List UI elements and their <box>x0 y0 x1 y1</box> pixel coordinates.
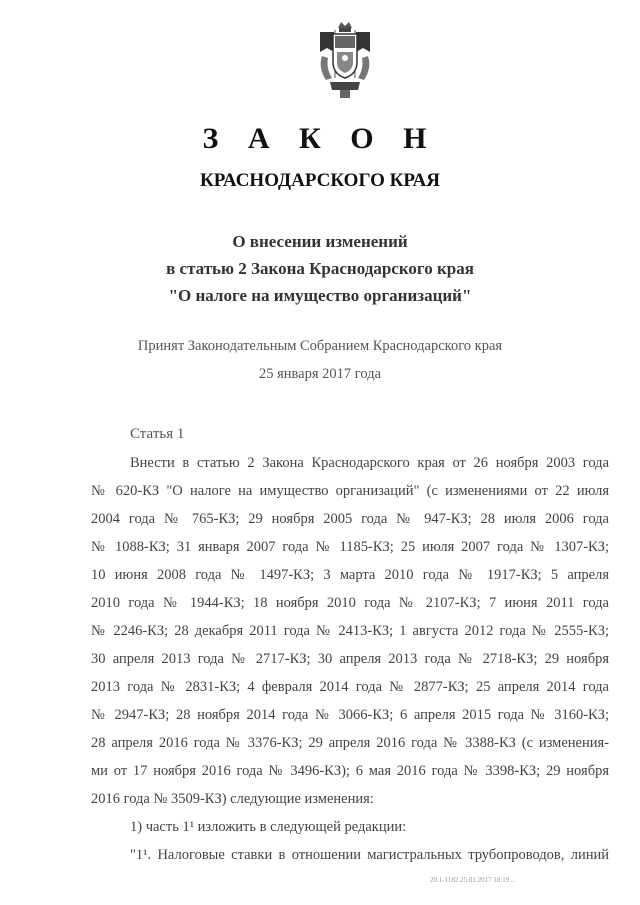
item-line: 1) часть 1¹ изложить в следующей редакции: <box>130 819 407 835</box>
adopted-line-1: Принят Законодательным Собранием Краснодарского края <box>137 338 503 354</box>
body-line: 10 июня 2008 года № 1497-КЗ; 3 марта 2010 года № 1917-КЗ; 5 апреля <box>91 567 609 583</box>
body-line: 30 апреля 2013 года № 2717-КЗ; 30 апреля 2013 года № 2718-КЗ; 29 ноября <box>91 651 609 667</box>
heading-line-2: в статью 2 Закона Краснодарского края <box>166 259 474 278</box>
body-line: 2016 года № 3509-КЗ) следующие изменения: <box>91 791 374 807</box>
body-line: № 620-КЗ "О налоге на имущество организаций" (с изменениями от 22 июля <box>91 483 609 499</box>
law-subtitle: КРАСНОДАРСКОГО КРАЯ <box>199 170 441 191</box>
law-title: З А К О Н <box>202 122 438 155</box>
body-line: Внести в статью 2 Закона Краснодарского края от 26 ноября 2003 года <box>130 455 609 471</box>
body-line: № 2246-КЗ; 28 декабря 2011 года № 2413-КЗ; 1 августа 2012 года № 2555-КЗ; <box>91 623 609 639</box>
body-line: № 2947-КЗ; 28 ноября 2014 года № 3066-КЗ; 6 апреля 2015 года № 3160-КЗ; <box>91 707 609 723</box>
adopted-line-2: 25 января 2017 года <box>258 366 382 382</box>
body-line: 2004 года № 765-КЗ; 29 ноября 2005 года № 947-КЗ; 28 июля 2006 года <box>91 511 609 527</box>
item-quote-line: "1¹. Налоговые ставки в отношении магистральных трубопроводов, линий <box>130 847 609 863</box>
article-label: Статья 1 <box>130 426 185 442</box>
heading-line-1: О внесении изменений <box>232 232 408 251</box>
body-line: 2010 года № 1944-КЗ; 18 ноября 2010 года № 2107-КЗ; 7 июня 2011 года <box>91 595 609 611</box>
body-line: 2013 года № 2831-КЗ; 4 февраля 2014 года № 2877-КЗ; 25 апреля 2014 года <box>91 679 609 695</box>
footer-code: 20.1-1182.25.01.2017 18:19 ... <box>430 876 517 884</box>
coat-of-arms-icon <box>314 18 376 104</box>
body-line: ми от 17 ноября 2016 года № 3496-КЗ); 6 мая 2016 года № 3398-КЗ; 29 ноября <box>91 763 609 779</box>
body-line: 28 апреля 2016 года № 3376-КЗ; 29 апреля 2016 года № 3388-КЗ (с изменения- <box>91 735 609 751</box>
heading-line-3: "О налоге на имущество организаций" <box>168 286 472 305</box>
body-line: № 1088-КЗ; 31 января 2007 года № 1185-КЗ; 25 июля 2007 года № 1307-КЗ; <box>91 539 609 555</box>
